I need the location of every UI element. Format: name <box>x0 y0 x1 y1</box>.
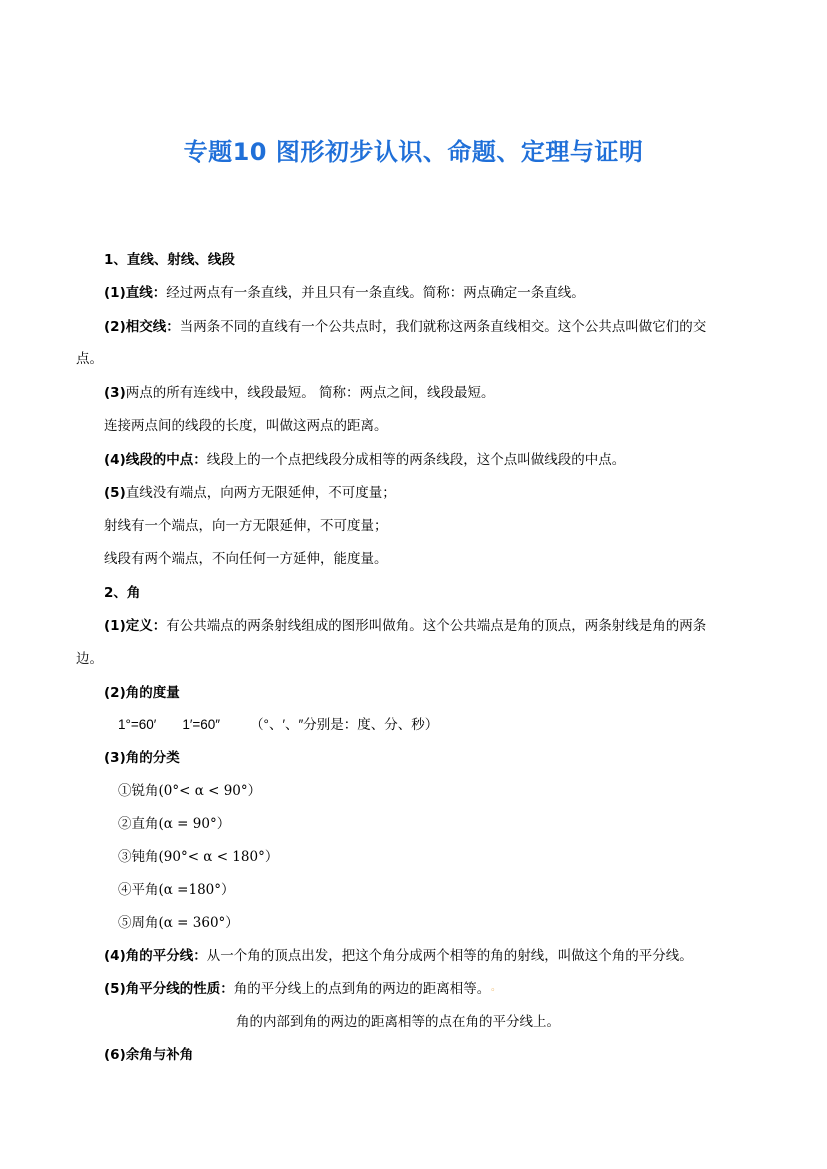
p2-text: 当两条不同的直线有一个公共点时，我们就称这两条直线相交。这个公共点叫做它们的交 <box>179 319 707 335</box>
measure-b: 1′=60″ <box>182 717 221 732</box>
property-text: 角的平分线上的点到角的两边的距离相等。 <box>233 981 491 997</box>
class-item-obtuse: ③钝角(90°< α < 180°） <box>118 849 279 865</box>
p3-line <box>104 384 495 402</box>
class-label: (3)角的分类 <box>104 750 180 766</box>
p3-extra: 连接两点间的线段的长度，叫做这两点的距离。 <box>104 418 388 434</box>
p4-label: (4)线段的中点： <box>104 452 207 468</box>
class-item-straight: ④平角(α =180°） <box>118 882 235 898</box>
bisector-label: (4)角的平分线： <box>104 948 207 964</box>
p4-text: 线段上的一个点把线段分成相等的两条线段，这个点叫做线段的中点。 <box>206 452 626 468</box>
p5-line3: 线段有两个端点，不向任何一方延伸，能度量。 <box>104 551 388 567</box>
p2-continuation: 点。 <box>76 351 103 367</box>
section2-heading: 2、角 <box>104 585 141 601</box>
property-label: (5)角平分线的性质： <box>104 981 234 997</box>
def-text: 有公共端点的两条射线组成的图形叫做角。这个公共端点是角的顶点，两条射线是角的两条 <box>166 618 707 634</box>
property-line2: 角的内部到角的两边的距离相等的点在角的平分线上。 <box>236 1014 560 1030</box>
measure-a: 1°=60′ <box>118 717 157 732</box>
def-continuation: 边。 <box>76 651 103 667</box>
p2-label: (2)相交线： <box>104 319 180 335</box>
measure-note: （°、′、″分别是：度、分、秒） <box>250 717 439 732</box>
section1-heading: 1、直线、射线、线段 <box>104 252 235 268</box>
p1-line <box>104 284 585 302</box>
p2-line <box>104 318 706 336</box>
class-item-full: ⑤周角(α = 360°） <box>118 915 239 931</box>
p5-text: 直线没有端点，向两方无限延伸，不可度量； <box>125 485 396 501</box>
edit-mark-icon: ◦ <box>490 986 496 996</box>
p1-text: 经过两点有一条直线，并且只有一条直线。简称：两点确定一条直线。 <box>166 285 585 301</box>
bisector-line <box>104 947 693 965</box>
property-line <box>104 980 496 1000</box>
page-title: 专题10 图形初步认识、命题、定理与证明 <box>183 138 644 166</box>
class-item-acute: ①锐角(0°< α < 90°） <box>118 783 262 799</box>
p3-text: 两点的所有连线中，线段最短。 简称：两点之间，线段最短。 <box>125 385 495 401</box>
measure-label: (2)角的度量 <box>104 685 180 701</box>
p5-line2: 射线有一个端点，向一方无限延伸，不可度量； <box>104 518 388 534</box>
p1-label: (1)直线： <box>104 285 167 301</box>
p4-line <box>104 451 625 469</box>
measure-line <box>118 716 438 734</box>
complement-label: (6)余角与补角 <box>104 1047 194 1063</box>
def-label: (1)定义： <box>104 618 167 634</box>
p3-label: (3) <box>104 385 126 401</box>
p5-label: (5) <box>104 485 126 501</box>
bisector-text: 从一个角的顶点出发，把这个角分成两个相等的角的射线，叫做这个角的平分线。 <box>206 948 693 964</box>
def-line <box>104 617 706 635</box>
class-item-right: ②直角(α = 90°） <box>118 816 231 832</box>
p5-line <box>104 484 396 502</box>
